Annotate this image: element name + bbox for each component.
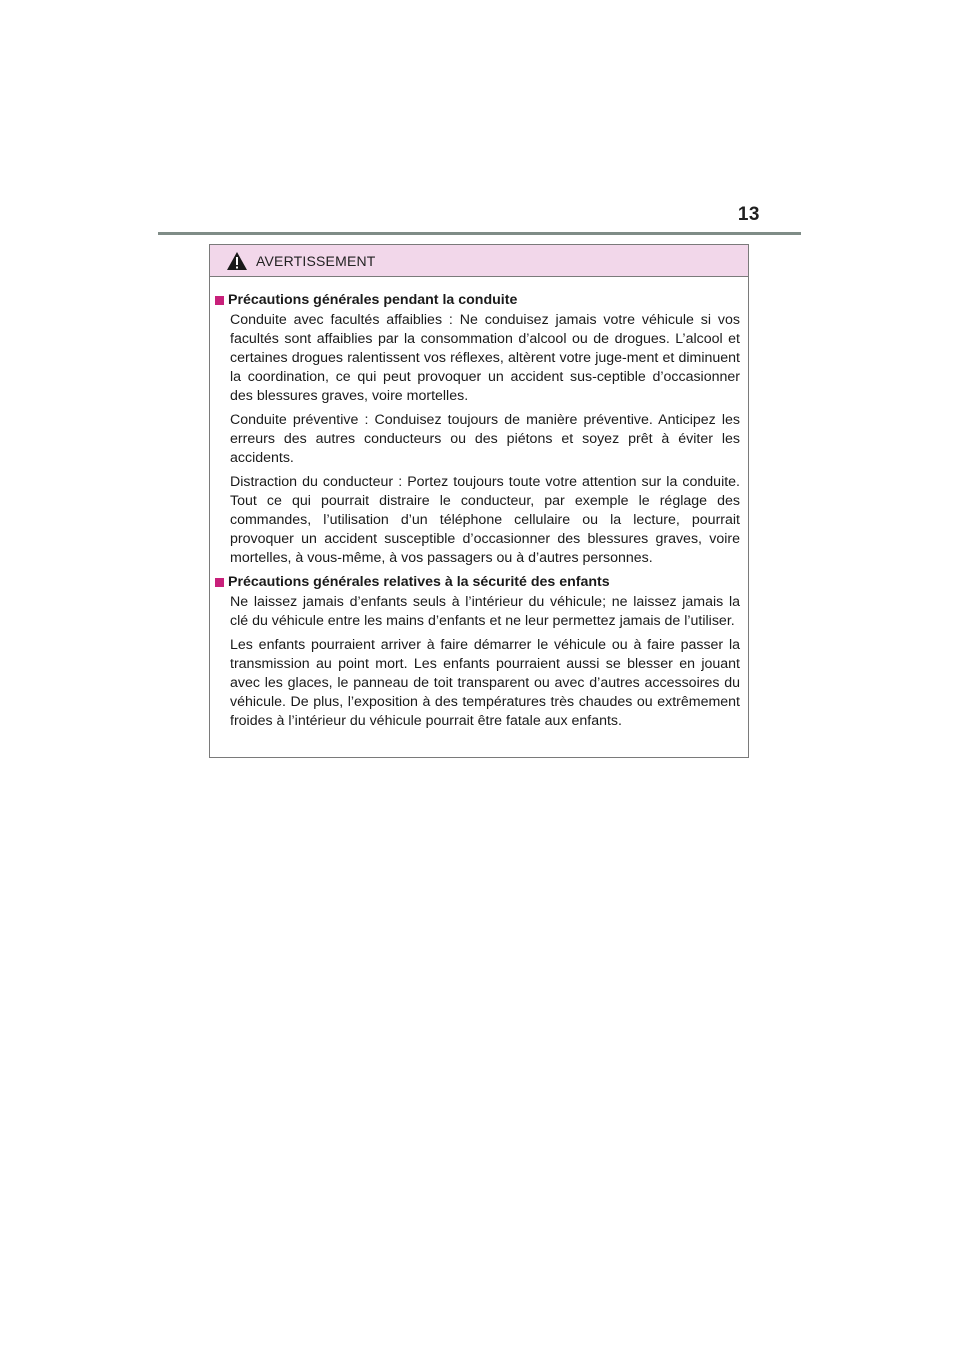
section-title [215, 291, 740, 310]
square-bullet-icon [215, 578, 224, 587]
warning-triangle-icon [226, 251, 248, 271]
paragraph-defensive-driving: Conduite préventive : Conduisez toujours de manière préventive. Anticipez les erreurs des autres conducteurs ou des piétons et soyez prêt à éviter les accidents. [230, 412, 740, 466]
paragraph-driver-distraction: Distraction du conducteur : Portez toujours toute votre attention sur la conduite. Tout ce qui pourrait distraire le conducteur, par exemple le réglage des commandes, l’utilisation d’un téléphone cellulaire ou la lecture, pourrait provoquer un accident susceptible d’occasionner des blessures graves, voire mortelles, à vous-même, à vos passagers ou à d’autres personnes. [230, 474, 740, 566]
paragraph-impaired-driving: Conduite avec facultés affaiblies : Ne conduisez jamais votre véhicule si vos facultés sont affaiblies par la consommation d’alcool ou de drogues. L’alcool et certaines drogues ralentissent vos réflexes, altèrent votre juge-ment et diminuent la coordination, ce qui peut provoquer un accident sus-ceptible d’occasionner des blessures graves, voire mortelles. [230, 312, 740, 404]
section-title-text: Précautions générales relatives à la sécurité des enfants [228, 574, 610, 590]
warning-header [210, 245, 748, 277]
section-driving-precautions [215, 291, 740, 568]
section-title [215, 573, 740, 592]
paragraph-children-alone: Ne laissez jamais d’enfants seuls à l’intérieur du véhicule; ne laissez jamais la clé du véhicule entre les mains d’enfants et ne leur permettez jamais de l’utiliser. [230, 594, 740, 629]
warning-box [209, 244, 749, 758]
section-title-text: Précautions générales pendant la conduite [228, 292, 518, 308]
square-bullet-icon [215, 296, 224, 305]
warning-title: AVERTISSEMENT [256, 252, 376, 269]
paragraph-children-risks: Les enfants pourraient arriver à faire démarrer le véhicule ou à faire passer la transmission au point mort. Les enfants pourraient aussi se blesser en jouant avec les glaces, le panneau de toit transparent ou avec d’autres accessoires du véhicule. De plus, l’exposition à des températures très chaudes ou extrêmement froides à l’intérieur du véhicule pourrait être fatale aux enfants. [230, 637, 740, 729]
header-rule [158, 232, 801, 235]
page-number: 13 [737, 204, 760, 225]
section-child-safety [215, 573, 740, 731]
warning-body [210, 277, 748, 731]
